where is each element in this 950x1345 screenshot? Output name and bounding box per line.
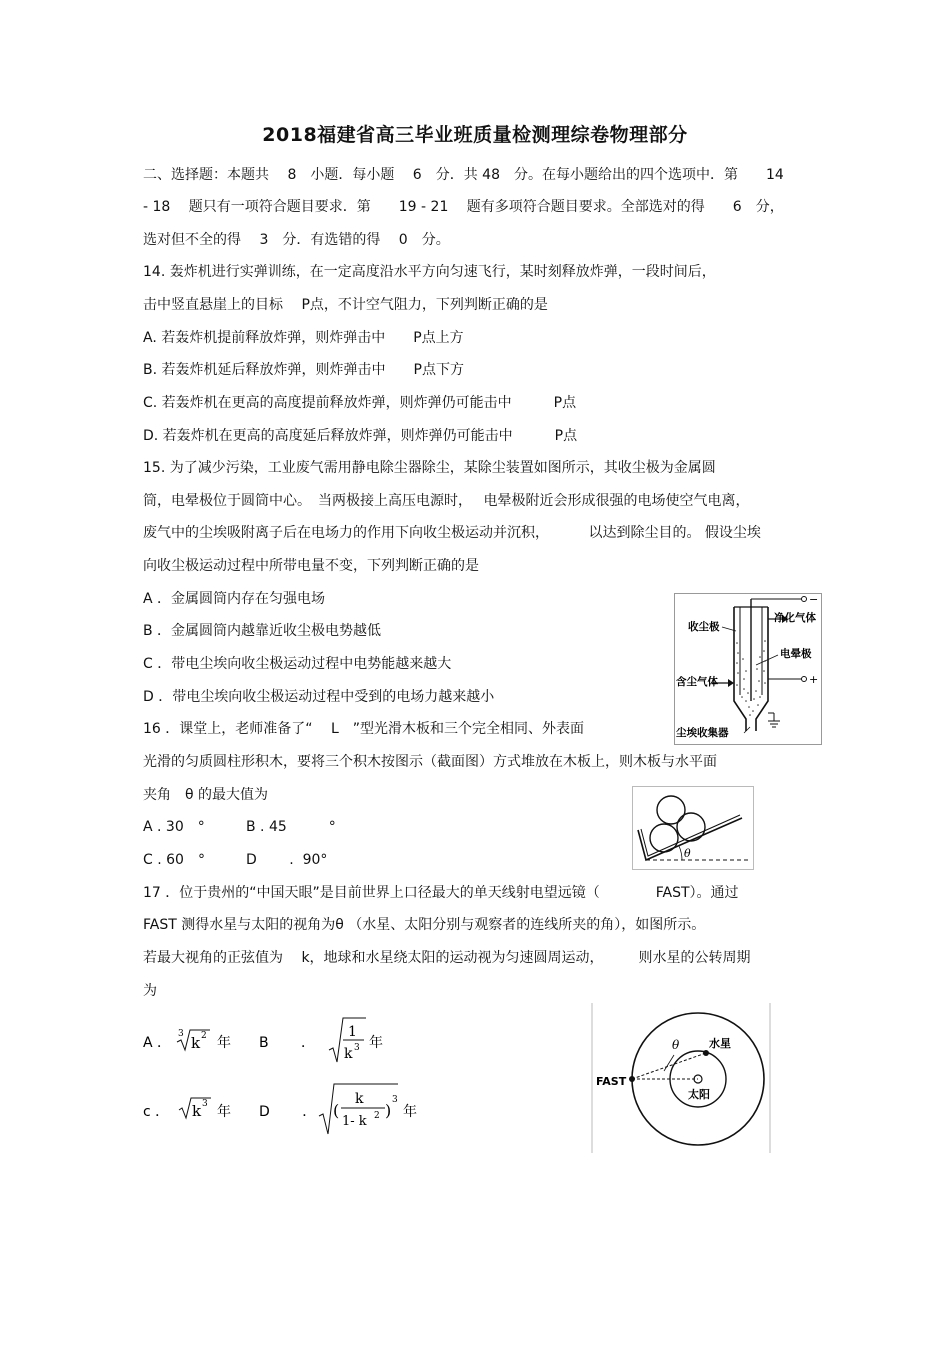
q15-stem-4: 向收尘极运动过程中所带电量不变，下列判断正确的是 <box>143 558 479 574</box>
orbit-figure <box>590 1003 772 1153</box>
q16-stem-1: 16 ．课堂上，老师准备了“ L ”型光滑木板和三个完全相同、外表面 <box>143 721 585 737</box>
sun-label: 太阳 <box>688 1088 710 1101</box>
theta-label: θ <box>672 1038 680 1052</box>
option-b-k: k <box>344 1046 353 1062</box>
q17-options <box>140 1010 440 1140</box>
q14-option-c: C. 若轰炸机在更高的高度提前释放炸弹，则炸弹仍可能击中 P点 <box>143 395 577 411</box>
line-to-mercury <box>632 1053 706 1079</box>
option-a-unit: 年 <box>217 1035 231 1051</box>
intro-line-3: 选对但不全的得 3 分．有选错的得 0 分。 <box>143 232 450 248</box>
option-b-unit: 年 <box>369 1035 383 1051</box>
option-d-denominator: 1- k <box>342 1114 367 1129</box>
svg-text:): ) <box>385 1101 392 1120</box>
option-a-exp: 2 <box>201 1031 207 1041</box>
cylinder-3 <box>657 796 685 824</box>
option-c-unit: 年 <box>217 1104 231 1120</box>
q17-stem-4: 为 <box>143 983 157 999</box>
plus-sign: + <box>809 673 819 686</box>
dust-collector-label: 尘埃收集器 <box>676 727 729 739</box>
fast-label: FAST <box>596 1075 627 1088</box>
q17-stem-3: 若最大视角的正弦值为 k，地球和水星绕太阳的运动视为匀速圆周运动， 则水星的公转周期 <box>143 950 751 966</box>
intro-line-2: - 18 题只有一项符合题目要求．第 19 - 21 题有多项符合题目要求。全部选对的得 6 分， <box>143 199 784 215</box>
q15-option-c: C ．带电尘埃向收尘极运动过程中电势能越来越大 <box>143 656 452 672</box>
q14-stem-2: 击中竖直悬崖上的目标 P点，不计空气阻力，下列判断正确的是 <box>143 297 548 313</box>
q14-option-d: D. 若轰炸机在更高的高度延后释放炸弹，则炸弹仍可能击中 P点 <box>143 428 578 444</box>
q17-option-c-label: c ． <box>143 1104 170 1120</box>
minus-sign: − <box>809 593 819 606</box>
q16-stem-3: 夹角 θ 的最大值为 <box>143 787 269 803</box>
q16-option-a: A . 30 ° <box>143 819 205 835</box>
q17-option-d-label: D ． <box>259 1104 317 1120</box>
q17-option-a-label: A ． <box>143 1035 172 1051</box>
option-d-unit: 年 <box>403 1104 417 1120</box>
clean-gas-label: 净化气体 <box>774 612 816 624</box>
q15-stem-3: 废气中的尘埃吸附离子后在电场力的作用下向收尘极运动并沉积， 以达到除尘目的。 假设尘埃 <box>143 525 761 541</box>
q15-option-a: A ．金属圆筒内存在匀强电场 <box>143 591 326 607</box>
angle-arc <box>679 846 682 860</box>
cylinder-1 <box>650 824 678 852</box>
option-b-numerator: 1 <box>348 1024 357 1040</box>
intro-line-1: 二、选择题：本题共 8 小题．每小题 6 分．共 48 分。在每小题给出的四个选项中．第 14 <box>143 167 784 183</box>
option-d-exp: 3 <box>392 1095 398 1105</box>
q16-stem-2: 光滑的匀质圆柱形积木，要将三个积木按图示（截面图）方式堆放在木板上，则木板与水平面 <box>143 754 717 770</box>
q14-option-a: A. 若轰炸机提前释放炸弹，则炸弹击中 P点上方 <box>143 330 464 346</box>
option-a-k: k <box>191 1034 201 1052</box>
option-c-exp: 3 <box>202 1099 208 1109</box>
q14-option-b: B. 若轰炸机延后释放炸弹，则炸弹击中 P点下方 <box>143 362 464 378</box>
q17-option-b-label: B ． <box>259 1035 316 1051</box>
q17-stem-2: FAST 测得水星与太阳的视角为θ （水星、太阳分别与观察者的连线所夹的角），如图所示。 <box>143 917 706 933</box>
q15-stem-1: 15. 为了减少污染，工业废气需用静电除尘器除尘，某除尘装置如图所示，其收尘极为金属圆 <box>143 460 716 476</box>
q17-stem-1: 17 ．位于贵州的“中国天眼”是目前世界上口径最大的单天线射电望远镜（ FAST）。通过 <box>143 885 739 901</box>
q16-option-c: C . 60 ° <box>143 852 205 868</box>
option-d-denominator-exp: 2 <box>374 1111 380 1121</box>
q16-option-d: D . 90° <box>246 852 328 868</box>
dusty-gas-arrow <box>728 679 734 687</box>
q15-option-d: D ．带电尘埃向收尘极运动过程中受到的电场力越来越小 <box>143 689 495 705</box>
collector-label: 收尘极 <box>688 621 720 633</box>
cube-root-index: 3 <box>178 1029 184 1039</box>
svg-text:(: ( <box>333 1101 340 1120</box>
q15-option-b: B ．金属圆筒内越靠近收尘极电势越低 <box>143 623 382 639</box>
option-c-k: k <box>192 1102 202 1120</box>
dusty-gas-label: 含尘气体 <box>676 676 718 688</box>
mercury-label: 水星 <box>709 1037 731 1050</box>
theta-label: θ <box>684 847 691 860</box>
l-board-figure <box>632 786 754 870</box>
q16-option-b: B . 45 ° <box>246 819 336 835</box>
option-d-numerator: k <box>355 1091 364 1107</box>
corona-label: 电晕极 <box>780 648 812 660</box>
q15-stem-2: 筒，电晕极位于圆筒中心。 当两极接上高压电源时， 电晕极附近会形成很强的电场使空气电离， <box>143 493 750 509</box>
page-title: 2018福建省高三毕业班质量检测理综卷物理部分 <box>262 124 688 146</box>
precipitator-figure <box>674 593 822 745</box>
q14-stem-1: 14. 轰炸机进行实弹训练，在一定高度沿水平方向匀速飞行，某时刻释放炸弹，一段时间后， <box>143 264 716 280</box>
option-b-exp: 3 <box>354 1043 360 1053</box>
